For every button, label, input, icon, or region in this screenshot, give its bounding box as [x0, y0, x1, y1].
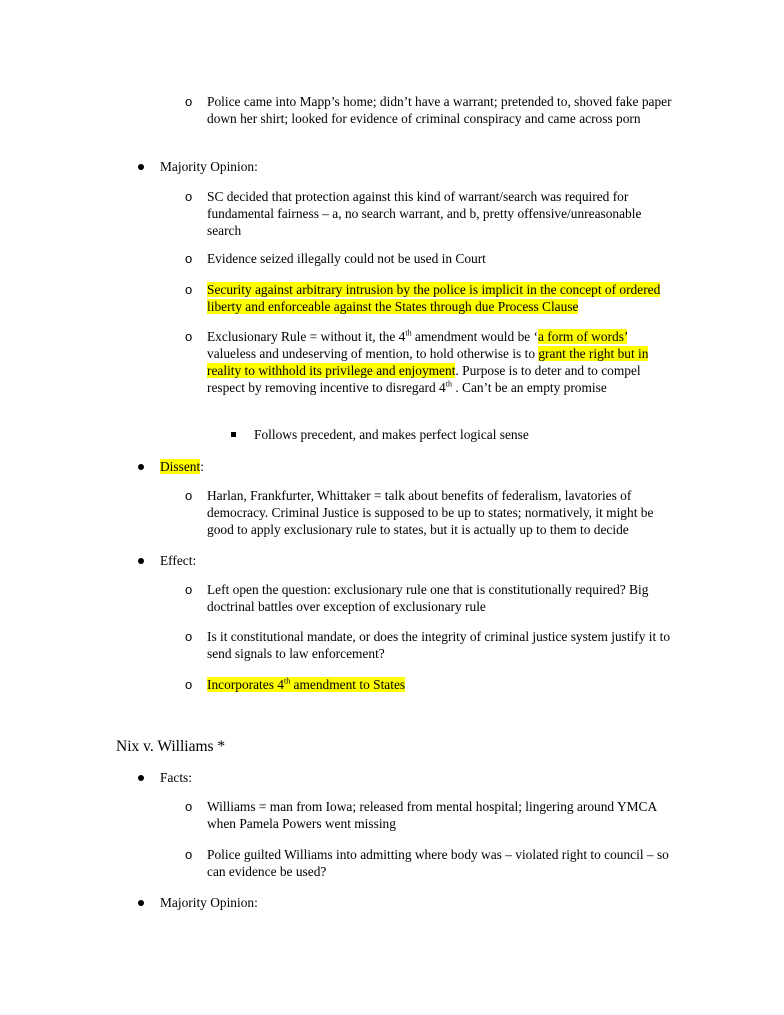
circle-bullet-icon: o [185, 329, 193, 344]
bullet-dot-icon [138, 775, 144, 781]
list-item [185, 281, 675, 315]
circle-bullet-icon: o [185, 677, 193, 692]
circle-bullet-icon: o [185, 629, 193, 644]
list-item: o Police came into Mapp’s home; didn’t have a warrant; pretended to, shoved fake paper down her shirt; looked for evidence of criminal conspiracy and came across porn [185, 94, 672, 126]
highlighted-text: Dissent [160, 459, 201, 474]
circle-bullet-icon: o [185, 282, 193, 297]
bullet-dot-icon [138, 164, 144, 170]
list-item: o Is it constitutional mandate, or does the integrity of criminal justice system justify it to send signals to law enforcement? [185, 629, 671, 661]
list-item: Facts: [160, 769, 720, 786]
circle-bullet-icon: o [185, 847, 193, 862]
case-heading: Nix v. Williams * [116, 738, 226, 755]
circle-bullet-icon: o [185, 94, 193, 109]
list-item: Majority Opinion: [160, 158, 720, 175]
circle-bullet-icon: o [185, 582, 193, 597]
circle-bullet-icon: o [185, 799, 193, 814]
list-item: o Williams = man from Iowa; released from mental hospital; lingering around YMCA when Pamela Powers went missing [185, 799, 657, 831]
list-item: o Exclusionary Rule = without it, the 4th amendment would be ‘a form of words’ valueless and undeserving of mention, to hold otherwise is to grant the right but in reality to withhold its privilege and enjoyment. Purpose is to deter and to compel respect by removing incentive to disregard 4th . Can’t be an empty promise [185, 328, 649, 395]
highlighted-text: grant the right but in reality to withhold its privilege and enjoyment [207, 346, 649, 378]
highlighted-text: Security against arbitrary intrusion by the police is implicit in the concept of ordered liberty and enforceable against the States through due Process Clause [207, 282, 661, 314]
list-item [185, 676, 675, 693]
list-item: o Evidence seized illegally could not be used in Court [185, 251, 486, 266]
bullet-dot-icon [138, 900, 144, 906]
circle-bullet-icon: o [185, 488, 193, 503]
highlighted-text: Incorporates 4th amendment to States [207, 676, 406, 692]
highlighted-text: a form of words’ [538, 329, 628, 344]
list-item: Follows precedent, and makes perfect logical sense [254, 426, 674, 443]
list-item: Majority Opinion: [160, 894, 720, 911]
list-item: Dissent: [160, 458, 720, 475]
square-bullet-icon [231, 432, 236, 437]
list-item: Effect: [160, 552, 720, 569]
bullet-dot-icon [138, 464, 144, 470]
circle-bullet-icon: o [185, 251, 193, 266]
circle-bullet-icon: o [185, 189, 193, 204]
list-item: o Police guilted Williams into admitting where body was – violated right to council – so can evidence be used? [185, 847, 669, 879]
list-item: o Harlan, Frankfurter, Whittaker = talk about benefits of federalism, lavatories of democracy. Criminal Justice is supposed to be up to states; normatively, it might be good to apply exclusionary rule to states, but it is actually up to them to decide [185, 488, 654, 537]
bullet-dot-icon [138, 558, 144, 564]
list-item: o SC decided that protection against this kind of warrant/search was required for fundamental fairness – a, no search warrant, and b, pretty offensive/unreasonable search [185, 189, 642, 238]
list-item: o Left open the question: exclusionary rule one that is constitutionally required? Big doctrinal battles over exception of exclusionary rule [185, 582, 649, 614]
